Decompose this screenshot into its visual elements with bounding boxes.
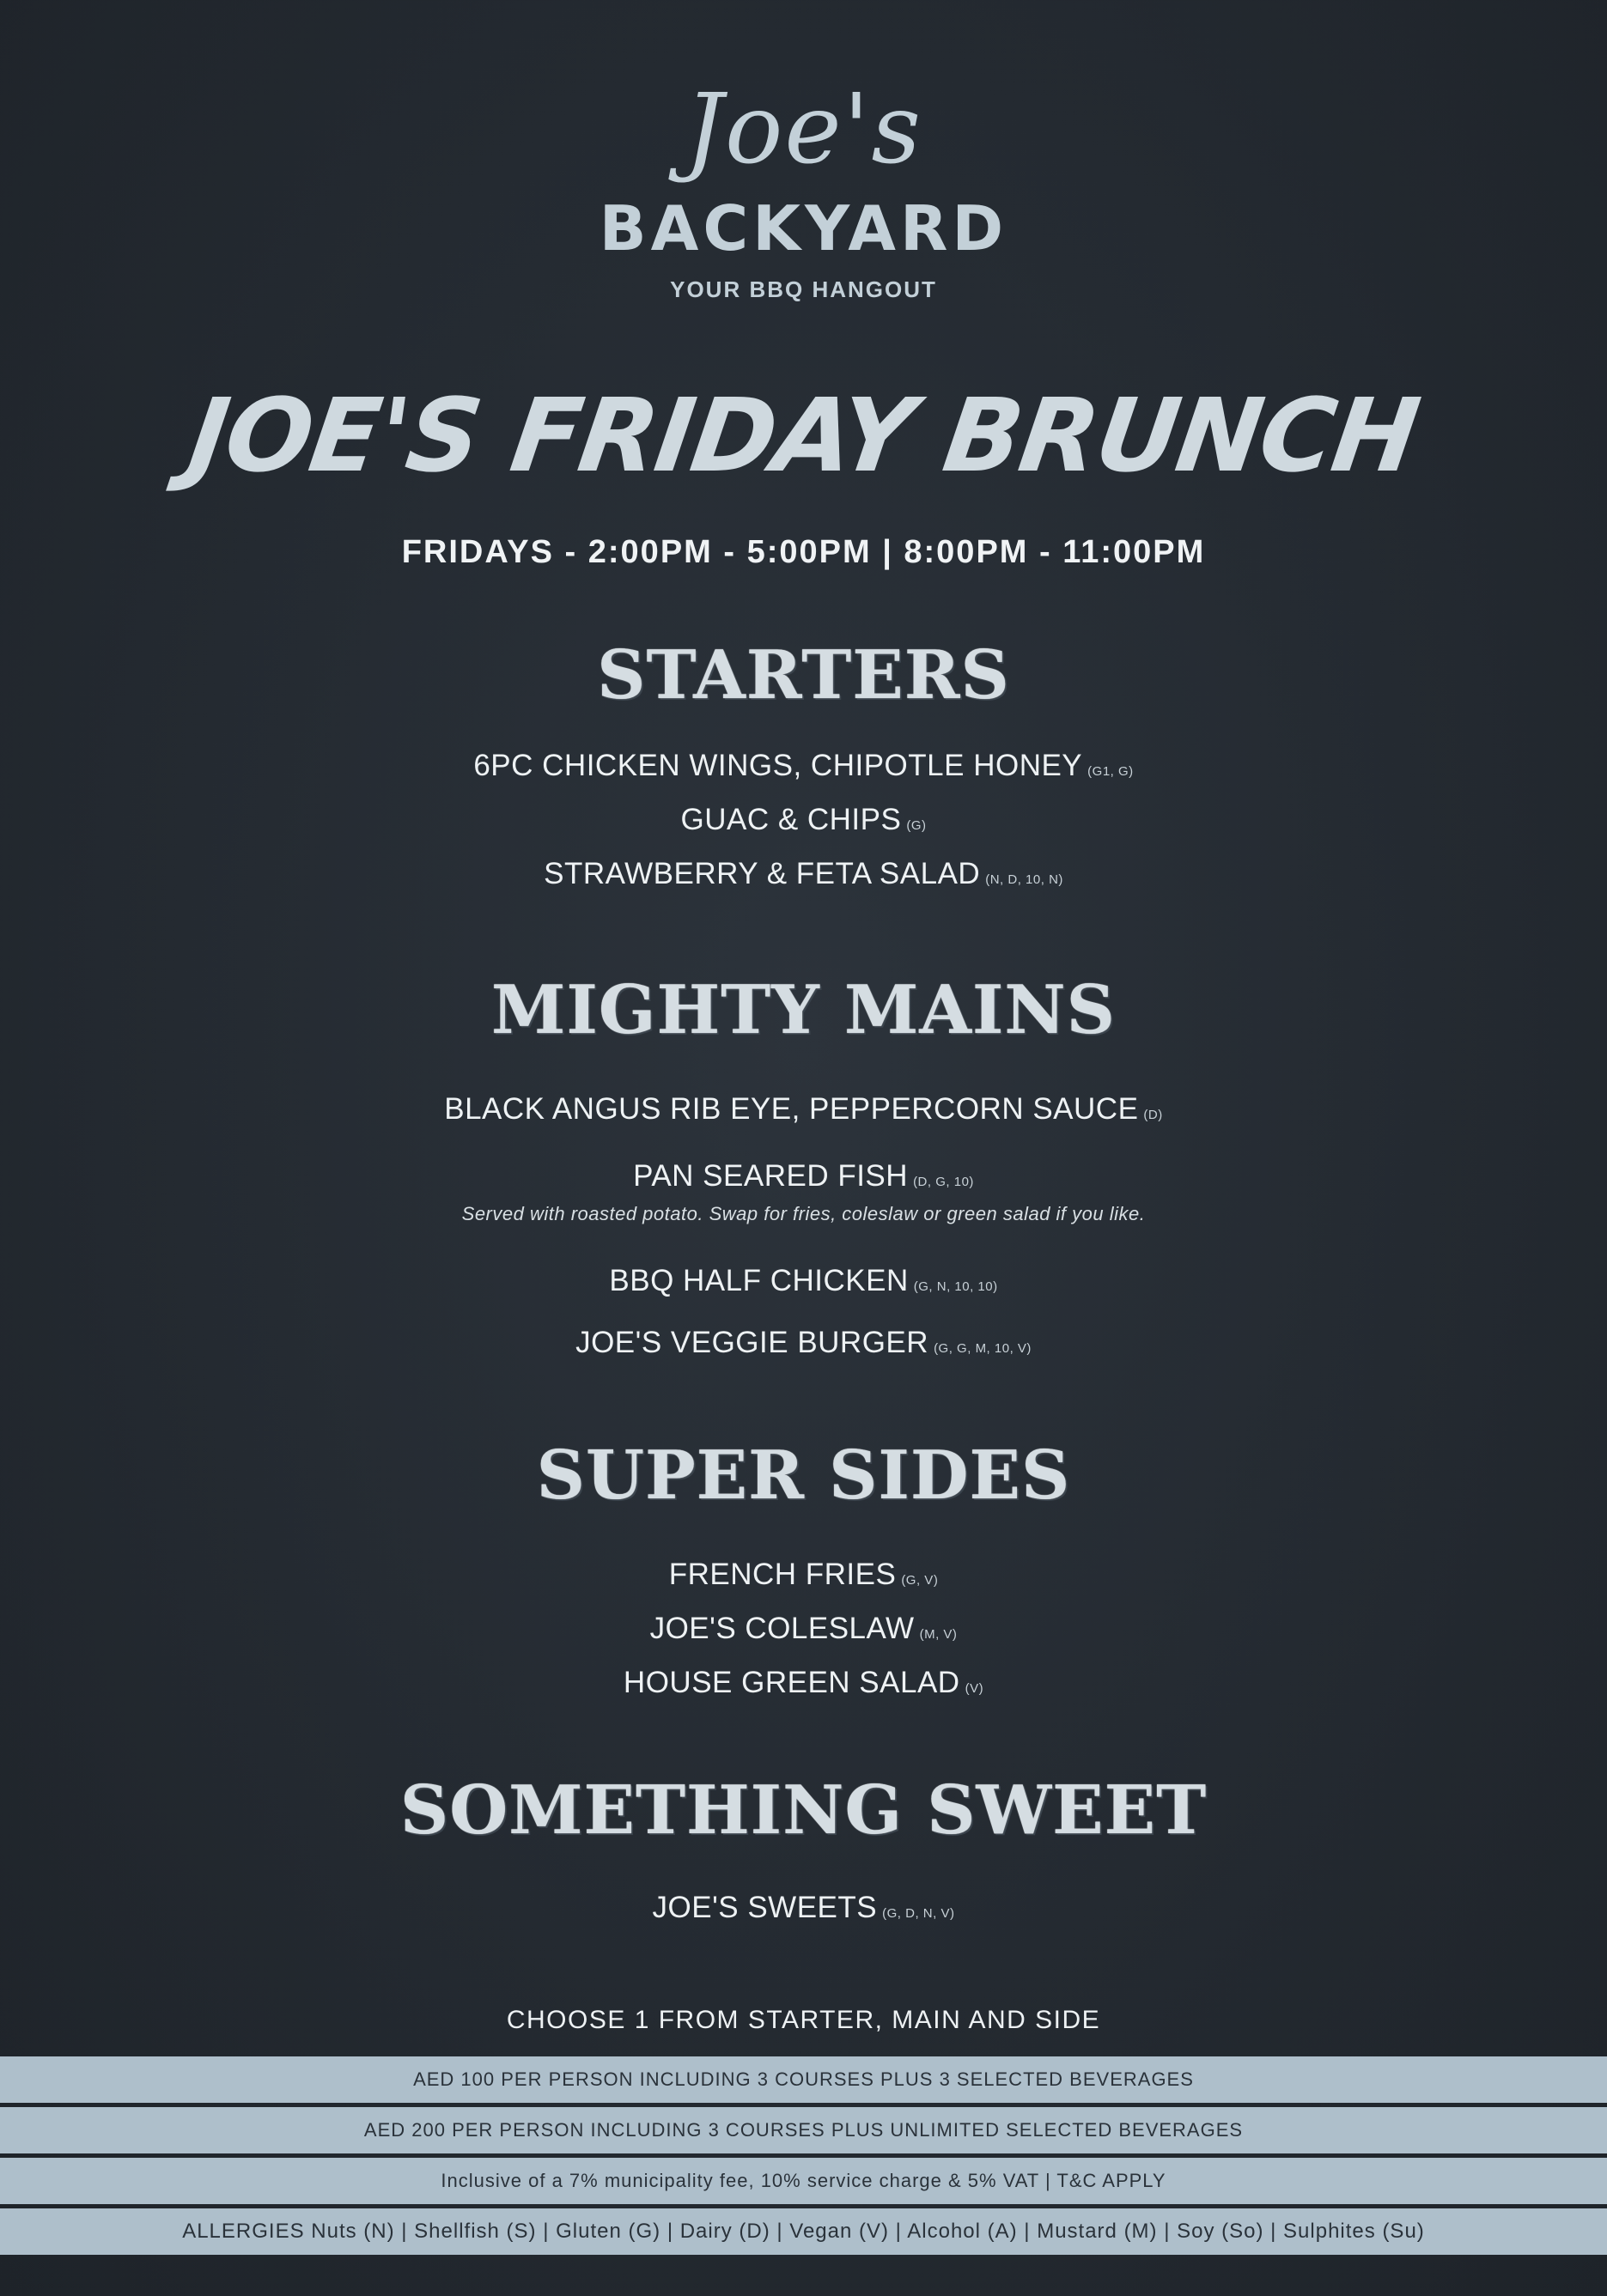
allergen-code: (G, N, 10, 10) [913,1279,998,1294]
section-heading-sweet: SOMETHING SWEET [399,1771,1208,1850]
menu-item [0,1892,1607,1922]
allergies-band: ALLERGIES Nuts (N) | Shellfish (S) | Gluten (G) | Dairy (D) | Vegan (V) | Alcohol (A) | Mustard (M) | Soy (So) | Sulphites (Su) [0,2208,1607,2255]
menu-item-name: FRENCH FRIES [668,1558,897,1591]
menu-item-name: PAN SEARED FISH [633,1159,909,1193]
menu-item-note: Served with roasted potato. Swap for fries, coleslaw or green salad if you like. [461,1203,1146,1224]
allergen-code: (N, D, 10, N) [985,872,1063,887]
price-band-2: AED 200 PER PERSON INCLUDING 3 COURSES PLUS UNLIMITED SELECTED BEVERAGES [0,2107,1607,2153]
allergen-code: (G, D, N, V) [882,1906,955,1921]
menu-item-name: BBQ HALF CHICKEN [609,1264,909,1297]
page-title: JOE'S FRIDAY BRUNCH [182,376,1425,495]
price-band-1: AED 100 PER PERSON INCLUDING 3 COURSES PLUS 3 SELECTED BEVERAGES [0,2056,1607,2103]
menu-item-name: JOE'S COLESLAW [649,1612,915,1645]
choose-instruction: CHOOSE 1 FROM STARTER, MAIN AND SIDE [506,2006,1101,2034]
fees-band: Inclusive of a 7% municipality fee, 10% service charge & 5% VAT | T&C APPLY [0,2158,1607,2204]
menu-item-name: HOUSE GREEN SALAD [623,1666,960,1699]
allergen-code: (G1, G) [1087,764,1134,779]
menu-item [0,1161,1607,1191]
menu-item [0,805,1607,835]
menu-item [0,1266,1607,1296]
logo-script: Joe's [685,74,922,185]
menu-item [0,1613,1607,1643]
section-heading-starters: STARTERS [597,636,1010,714]
menu-item [0,750,1607,781]
allergen-code: (G) [906,818,927,833]
section-heading-mains: MIGHTY MAINS [491,971,1116,1049]
menu-item [0,1667,1607,1698]
menu-item [0,1094,1607,1124]
menu-item-name: GUAC & CHIPS [680,803,902,836]
menu-item-name: 6PC CHICKEN WINGS, CHIPOTLE HONEY [473,749,1083,782]
allergen-code: (G, G, M, 10, V) [934,1341,1032,1356]
menu-item [0,859,1607,889]
allergen-code: (G, V) [901,1573,939,1588]
menu-item [0,1559,1607,1589]
allergen-code: (D, G, 10) [913,1175,974,1189]
section-heading-sides: SUPER SIDES [536,1437,1071,1515]
logo-tagline: YOUR BBQ HANGOUT [670,276,937,302]
allergen-code: (M, V) [919,1627,958,1642]
menu-item-name: JOE'S SWEETS [652,1891,878,1924]
allergen-code: (D) [1143,1108,1163,1122]
allergen-code: (V) [965,1681,984,1696]
menu-item-name: JOE'S VEGGIE BURGER [575,1326,929,1359]
logo-name: BACKYARD [599,192,1008,264]
menu-item-name: STRAWBERRY & FETA SALAD [544,857,981,890]
service-hours: FRIDAYS - 2:00PM - 5:00PM | 8:00PM - 11:00PM [401,534,1206,570]
menu-item-name: BLACK ANGUS RIB EYE, PEPPERCORN SAUCE [444,1092,1139,1126]
menu-item [0,1327,1607,1358]
